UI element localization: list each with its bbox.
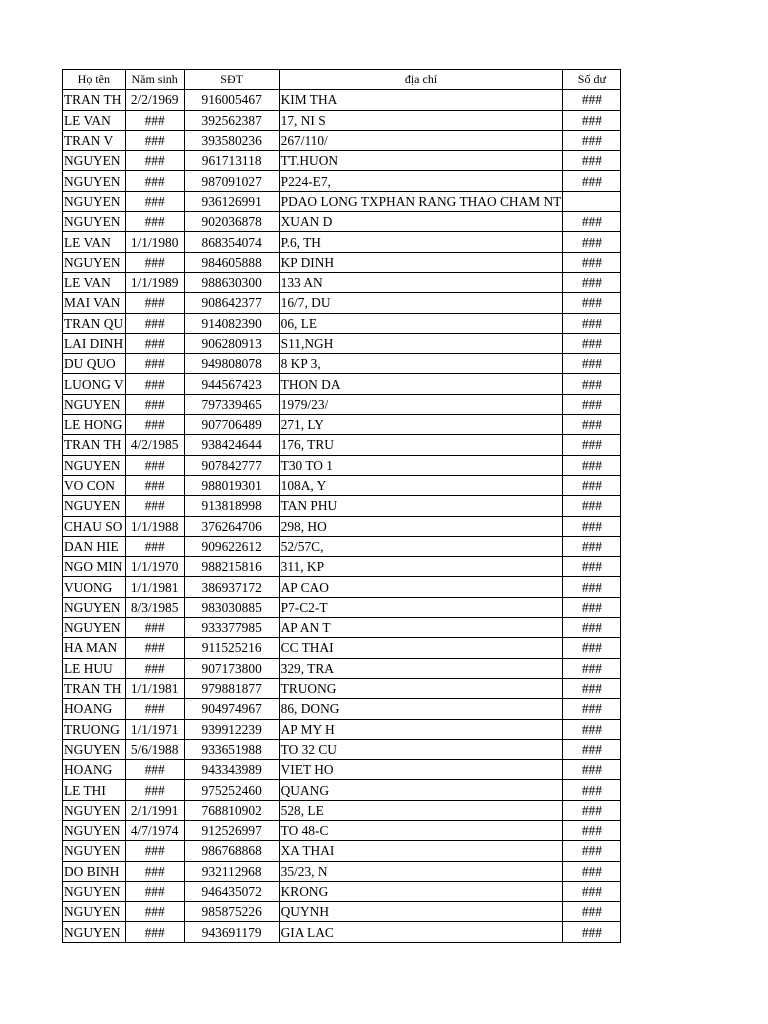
table-row: [63, 780, 621, 800]
phone-cell[interactable]: 988019301: [184, 475, 279, 495]
balance-cell[interactable]: ###: [563, 435, 621, 455]
table-row: [63, 435, 621, 455]
name-cell[interactable]: HA MAN: [63, 638, 126, 658]
table-row: [63, 333, 621, 353]
balance-cell[interactable]: ###: [563, 557, 621, 577]
phone-cell[interactable]: 911525216: [184, 638, 279, 658]
address-cell[interactable]: 16/7, DU: [279, 293, 563, 313]
table-row: [63, 618, 621, 638]
table-row: [63, 841, 621, 861]
name-cell[interactable]: VUONG: [63, 577, 126, 597]
phone-cell[interactable]: 768810902: [184, 800, 279, 820]
name-cell[interactable]: TRAN TH: [63, 435, 126, 455]
address-cell[interactable]: P.6, TH: [279, 232, 563, 252]
address-cell[interactable]: KRONG: [279, 881, 563, 901]
name-cell[interactable]: LE HUU: [63, 658, 126, 678]
birth-date-cell[interactable]: ###: [125, 110, 184, 130]
table-row: [63, 130, 621, 150]
balance-cell[interactable]: ###: [563, 496, 621, 516]
address-cell[interactable]: XA THAI: [279, 841, 563, 861]
table-row: [63, 719, 621, 739]
name-cell[interactable]: LE VAN: [63, 110, 126, 130]
address-cell[interactable]: 52/57C,: [279, 536, 563, 556]
name-cell[interactable]: MAI VAN: [63, 293, 126, 313]
balance-cell[interactable]: ###: [563, 881, 621, 901]
name-cell[interactable]: HOANG: [63, 699, 126, 719]
address-cell[interactable]: AP AN T: [279, 618, 563, 638]
balance-cell[interactable]: ###: [563, 719, 621, 739]
name-cell[interactable]: NGUYEN: [63, 455, 126, 475]
name-cell[interactable]: NGUYEN: [63, 881, 126, 901]
phone-cell[interactable]: 908642377: [184, 293, 279, 313]
name-cell[interactable]: NGUYEN: [63, 191, 126, 211]
phone-cell[interactable]: 987091027: [184, 171, 279, 191]
phone-cell[interactable]: 376264706: [184, 516, 279, 536]
address-cell[interactable]: VIET HO: [279, 760, 563, 780]
name-cell[interactable]: NGUYEN: [63, 171, 126, 191]
phone-cell[interactable]: 912526997: [184, 820, 279, 840]
address-cell[interactable]: KP DINH: [279, 252, 563, 272]
table-row: [63, 861, 621, 881]
balance-cell[interactable]: ###: [563, 151, 621, 171]
phone-cell[interactable]: 909622612: [184, 536, 279, 556]
name-cell[interactable]: LE VAN: [63, 272, 126, 292]
balance-cell[interactable]: ###: [563, 394, 621, 414]
name-cell[interactable]: TRAN V: [63, 130, 126, 150]
balance-cell[interactable]: ###: [563, 760, 621, 780]
table-row: [63, 760, 621, 780]
birth-date-cell[interactable]: 1/1/1980: [125, 232, 184, 252]
table-row: [63, 354, 621, 374]
address-cell[interactable]: 298, HO: [279, 516, 563, 536]
birth-date-cell[interactable]: 1/1/1981: [125, 577, 184, 597]
name-cell[interactable]: NGUYEN: [63, 394, 126, 414]
name-cell[interactable]: TRUONG: [63, 719, 126, 739]
table-row: [63, 212, 621, 232]
birth-date-cell[interactable]: 1/1/1981: [125, 678, 184, 698]
address-cell[interactable]: 271, LY: [279, 415, 563, 435]
table-row: [63, 394, 621, 414]
name-cell[interactable]: DO BINH: [63, 861, 126, 881]
table-row: [63, 658, 621, 678]
balance-cell[interactable]: ###: [563, 455, 621, 475]
phone-cell[interactable]: 984605888: [184, 252, 279, 272]
birth-date-cell[interactable]: 1/1/1989: [125, 272, 184, 292]
balance-cell[interactable]: ###: [563, 90, 621, 110]
address-cell[interactable]: TO 48-C: [279, 820, 563, 840]
address-cell[interactable]: AP MY H: [279, 719, 563, 739]
balance-cell[interactable]: [563, 191, 621, 211]
table-row: [63, 191, 621, 211]
phone-cell[interactable]: 907173800: [184, 658, 279, 678]
table-body: [63, 90, 621, 942]
name-cell[interactable]: NGUYEN: [63, 841, 126, 861]
balance-cell[interactable]: ###: [563, 293, 621, 313]
birth-date-cell[interactable]: ###: [125, 780, 184, 800]
table-row: [63, 516, 621, 536]
phone-cell[interactable]: 916005467: [184, 90, 279, 110]
birth-date-cell[interactable]: ###: [125, 638, 184, 658]
table-row: [63, 699, 621, 719]
phone-cell[interactable]: 939912239: [184, 719, 279, 739]
phone-cell[interactable]: 961713118: [184, 151, 279, 171]
name-cell[interactable]: CHAU SO: [63, 516, 126, 536]
table-row: [63, 313, 621, 333]
name-cell[interactable]: NGUYEN: [63, 800, 126, 820]
birth-date-cell[interactable]: ###: [125, 354, 184, 374]
birth-date-cell[interactable]: ###: [125, 212, 184, 232]
name-cell[interactable]: NGUYEN: [63, 820, 126, 840]
header-row: [63, 70, 621, 90]
birth-date-cell[interactable]: 1/1/1971: [125, 719, 184, 739]
balance-cell[interactable]: ###: [563, 415, 621, 435]
birth-date-cell[interactable]: 2/2/1969: [125, 90, 184, 110]
phone-cell[interactable]: 985875226: [184, 902, 279, 922]
address-cell[interactable]: KIM THA: [279, 90, 563, 110]
name-cell[interactable]: DU QUO: [63, 354, 126, 374]
balance-cell[interactable]: ###: [563, 374, 621, 394]
phone-cell[interactable]: 946435072: [184, 881, 279, 901]
table-row: [63, 922, 621, 942]
address-cell[interactable]: 267/110/: [279, 130, 563, 150]
phone-cell[interactable]: 936126991: [184, 191, 279, 211]
name-cell[interactable]: TRAN TH: [63, 90, 126, 110]
balance-cell[interactable]: ###: [563, 739, 621, 759]
address-cell[interactable]: P224-E7,: [279, 171, 563, 191]
table-row: [63, 597, 621, 617]
birth-date-cell[interactable]: ###: [125, 151, 184, 171]
birth-date-cell[interactable]: ###: [125, 333, 184, 353]
balance-cell[interactable]: ###: [563, 130, 621, 150]
phone-cell[interactable]: 949808078: [184, 354, 279, 374]
birth-date-cell[interactable]: ###: [125, 496, 184, 516]
balance-cell[interactable]: ###: [563, 272, 621, 292]
table-row: [63, 374, 621, 394]
address-cell[interactable]: 06, LE: [279, 313, 563, 333]
balance-cell[interactable]: ###: [563, 618, 621, 638]
name-cell[interactable]: LE VAN: [63, 232, 126, 252]
birth-date-cell[interactable]: 1/1/1988: [125, 516, 184, 536]
phone-cell[interactable]: 975252460: [184, 780, 279, 800]
balance-cell[interactable]: ###: [563, 922, 621, 942]
table-row: [63, 739, 621, 759]
name-cell[interactable]: LE THI: [63, 780, 126, 800]
birth-date-cell[interactable]: ###: [125, 902, 184, 922]
table-row: [63, 475, 621, 495]
name-cell[interactable]: NGUYEN: [63, 212, 126, 232]
balance-cell[interactable]: ###: [563, 232, 621, 252]
table-row: [63, 496, 621, 516]
address-cell[interactable]: CC THAI: [279, 638, 563, 658]
name-cell[interactable]: TRAN TH: [63, 678, 126, 698]
phone-cell[interactable]: 906280913: [184, 333, 279, 353]
phone-cell[interactable]: 914082390: [184, 313, 279, 333]
phone-cell[interactable]: 904974967: [184, 699, 279, 719]
birth-date-cell[interactable]: ###: [125, 699, 184, 719]
balance-cell[interactable]: ###: [563, 212, 621, 232]
phone-cell[interactable]: 944567423: [184, 374, 279, 394]
balance-cell[interactable]: ###: [563, 902, 621, 922]
table-row: [63, 171, 621, 191]
address-cell[interactable]: 8 KP 3,: [279, 354, 563, 374]
table-row: [63, 90, 621, 110]
balance-cell[interactable]: ###: [563, 475, 621, 495]
table-row: [63, 638, 621, 658]
name-cell[interactable]: NGUYEN: [63, 496, 126, 516]
address-cell[interactable]: 86, DONG: [279, 699, 563, 719]
name-cell[interactable]: NGUYEN: [63, 902, 126, 922]
phone-cell[interactable]: 979881877: [184, 678, 279, 698]
birth-date-cell[interactable]: ###: [125, 171, 184, 191]
name-cell[interactable]: NGUYEN: [63, 597, 126, 617]
balance-cell[interactable]: ###: [563, 252, 621, 272]
phone-cell[interactable]: 386937172: [184, 577, 279, 597]
header-address[interactable]: địa chỉ: [279, 70, 563, 90]
address-cell[interactable]: 133 AN: [279, 272, 563, 292]
birth-date-cell[interactable]: ###: [125, 536, 184, 556]
phone-cell[interactable]: 988215816: [184, 557, 279, 577]
phone-cell[interactable]: 393580236: [184, 130, 279, 150]
birth-date-cell[interactable]: 4/7/1974: [125, 820, 184, 840]
name-cell[interactable]: NGUYEN: [63, 252, 126, 272]
balance-cell[interactable]: ###: [563, 516, 621, 536]
balance-cell[interactable]: ###: [563, 699, 621, 719]
birth-date-cell[interactable]: ###: [125, 415, 184, 435]
birth-date-cell[interactable]: ###: [125, 252, 184, 272]
address-cell[interactable]: XUAN D: [279, 212, 563, 232]
birth-date-cell[interactable]: 4/2/1985: [125, 435, 184, 455]
balance-cell[interactable]: ###: [563, 678, 621, 698]
table-row: [63, 232, 621, 252]
name-cell[interactable]: NGUYEN: [63, 151, 126, 171]
balance-cell[interactable]: ###: [563, 536, 621, 556]
phone-cell[interactable]: 868354074: [184, 232, 279, 252]
phone-cell[interactable]: 933651988: [184, 739, 279, 759]
header-birth-year[interactable]: Năm sinh: [125, 70, 184, 90]
address-cell[interactable]: 17, NI S: [279, 110, 563, 130]
name-cell[interactable]: TRAN QU: [63, 313, 126, 333]
balance-cell[interactable]: ###: [563, 658, 621, 678]
phone-cell[interactable]: 907706489: [184, 415, 279, 435]
header-balance[interactable]: Số dư: [563, 70, 621, 90]
birth-date-cell[interactable]: ###: [125, 455, 184, 475]
phone-cell[interactable]: 983030885: [184, 597, 279, 617]
address-cell[interactable]: P7-C2-T: [279, 597, 563, 617]
name-cell[interactable]: NGUYEN: [63, 618, 126, 638]
phone-cell[interactable]: 797339465: [184, 394, 279, 414]
address-cell[interactable]: TO 32 CU: [279, 739, 563, 759]
phone-cell[interactable]: 913818998: [184, 496, 279, 516]
table-row: [63, 881, 621, 901]
table-row: [63, 800, 621, 820]
table-row: [63, 272, 621, 292]
address-cell[interactable]: TT.HUON: [279, 151, 563, 171]
balance-cell[interactable]: ###: [563, 841, 621, 861]
table-row: [63, 110, 621, 130]
address-cell[interactable]: GIA LAC: [279, 922, 563, 942]
balance-cell[interactable]: ###: [563, 333, 621, 353]
table-row: [63, 678, 621, 698]
name-cell[interactable]: DAN HIE: [63, 536, 126, 556]
birth-date-cell[interactable]: ###: [125, 618, 184, 638]
address-cell[interactable]: TAN PHU: [279, 496, 563, 516]
balance-cell[interactable]: ###: [563, 597, 621, 617]
phone-cell[interactable]: 933377985: [184, 618, 279, 638]
address-cell[interactable]: AP CAO: [279, 577, 563, 597]
phone-cell[interactable]: 392562387: [184, 110, 279, 130]
table-row: [63, 252, 621, 272]
address-cell[interactable]: 176, TRU: [279, 435, 563, 455]
table-row: [63, 536, 621, 556]
table-row: [63, 577, 621, 597]
address-cell[interactable]: QUANG: [279, 780, 563, 800]
table-row: [63, 455, 621, 475]
birth-date-cell[interactable]: ###: [125, 475, 184, 495]
birth-date-cell[interactable]: ###: [125, 374, 184, 394]
birth-date-cell[interactable]: ###: [125, 191, 184, 211]
phone-cell[interactable]: 986768868: [184, 841, 279, 861]
balance-cell[interactable]: ###: [563, 638, 621, 658]
spreadsheet-table: [62, 69, 621, 943]
address-cell[interactable]: PDAO LONG TXPHAN RANG THAO CHAM NT: [279, 191, 563, 211]
birth-date-cell[interactable]: ###: [125, 293, 184, 313]
header-phone[interactable]: SĐT: [184, 70, 279, 90]
address-cell[interactable]: QUYNH: [279, 902, 563, 922]
address-cell[interactable]: TRUONG: [279, 678, 563, 698]
phone-cell[interactable]: 943691179: [184, 922, 279, 942]
balance-cell[interactable]: ###: [563, 110, 621, 130]
name-cell[interactable]: LE HONG: [63, 415, 126, 435]
phone-cell[interactable]: 938424644: [184, 435, 279, 455]
table-row: [63, 902, 621, 922]
balance-cell[interactable]: ###: [563, 354, 621, 374]
birth-date-cell[interactable]: ###: [125, 658, 184, 678]
phone-cell[interactable]: 943343989: [184, 760, 279, 780]
phone-cell[interactable]: 988630300: [184, 272, 279, 292]
birth-date-cell[interactable]: ###: [125, 130, 184, 150]
balance-cell[interactable]: ###: [563, 800, 621, 820]
address-cell[interactable]: 1979/23/: [279, 394, 563, 414]
address-cell[interactable]: 35/23, N: [279, 861, 563, 881]
address-cell[interactable]: 108A, Y: [279, 475, 563, 495]
birth-date-cell[interactable]: ###: [125, 881, 184, 901]
address-cell[interactable]: S11,NGH: [279, 333, 563, 353]
phone-cell[interactable]: 902036878: [184, 212, 279, 232]
name-cell[interactable]: NGUYEN: [63, 922, 126, 942]
phone-cell[interactable]: 932112968: [184, 861, 279, 881]
balance-cell[interactable]: ###: [563, 577, 621, 597]
birth-date-cell[interactable]: ###: [125, 922, 184, 942]
name-cell[interactable]: HOANG: [63, 760, 126, 780]
name-cell[interactable]: NGUYEN: [63, 739, 126, 759]
table-row: [63, 415, 621, 435]
address-cell[interactable]: 329, TRA: [279, 658, 563, 678]
address-cell[interactable]: T30 TO 1: [279, 455, 563, 475]
name-cell[interactable]: LAI DINH: [63, 333, 126, 353]
name-cell[interactable]: NGO MIN: [63, 557, 126, 577]
balance-cell[interactable]: ###: [563, 780, 621, 800]
name-cell[interactable]: LUONG V: [63, 374, 126, 394]
birth-date-cell[interactable]: 5/6/1988: [125, 739, 184, 759]
birth-date-cell[interactable]: ###: [125, 394, 184, 414]
birth-date-cell[interactable]: ###: [125, 861, 184, 881]
balance-cell[interactable]: ###: [563, 820, 621, 840]
header-name[interactable]: Họ tên: [63, 70, 126, 90]
balance-cell[interactable]: ###: [563, 313, 621, 333]
balance-cell[interactable]: ###: [563, 171, 621, 191]
birth-date-cell[interactable]: ###: [125, 760, 184, 780]
name-cell[interactable]: VO CON: [63, 475, 126, 495]
birth-date-cell[interactable]: 2/1/1991: [125, 800, 184, 820]
birth-date-cell[interactable]: 1/1/1970: [125, 557, 184, 577]
table-row: [63, 557, 621, 577]
phone-cell[interactable]: 907842777: [184, 455, 279, 475]
balance-cell[interactable]: ###: [563, 861, 621, 881]
address-cell[interactable]: 311, KP: [279, 557, 563, 577]
address-cell[interactable]: THON DA: [279, 374, 563, 394]
table-row: [63, 151, 621, 171]
table-row: [63, 293, 621, 313]
birth-date-cell[interactable]: 8/3/1985: [125, 597, 184, 617]
address-cell[interactable]: 528, LE: [279, 800, 563, 820]
birth-date-cell[interactable]: ###: [125, 841, 184, 861]
table-row: [63, 820, 621, 840]
birth-date-cell[interactable]: ###: [125, 313, 184, 333]
